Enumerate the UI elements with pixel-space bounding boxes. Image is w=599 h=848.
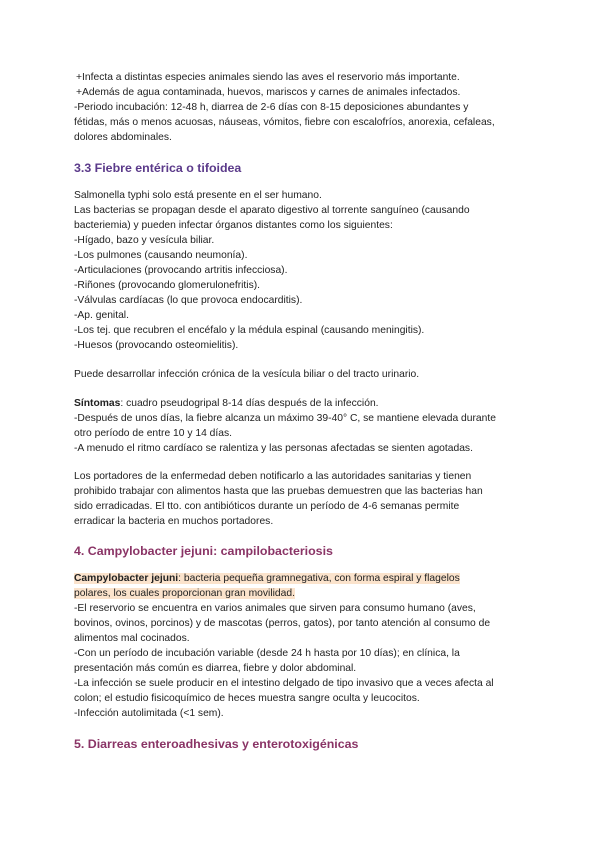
list-item: -Riñones (provocando glomerulonefritis). bbox=[74, 280, 261, 291]
list-item: -Los pulmones (causando neumonía). bbox=[74, 250, 248, 261]
body-line: Puede desarrollar infección crónica de la vesícula biliar o del tracto urinario. bbox=[74, 369, 420, 380]
body-line: colon; el estudio fisicoquímico de heces muestra sangre oculta y leucocitos. bbox=[74, 693, 420, 704]
body-line: -El reservorio se encuentra en varios animales que sirven para consumo humano (aves, bbox=[74, 603, 476, 614]
body-line: Las bacterias se propagan desde el aparato digestivo al torrente sanguíneo (causando bbox=[74, 205, 470, 216]
body-line: prohibido trabajar con alimentos hasta que las pruebas demuestren que las bacterias han bbox=[74, 486, 483, 497]
body-line: -A menudo el ritmo cardíaco se ralentiza y las personas afectadas se sienten agotadas. bbox=[74, 443, 473, 454]
intro-line: +Además de agua contaminada, huevos, mariscos y carnes de animales infectados. bbox=[76, 87, 461, 98]
body-line: presentación más común es diarrea, fiebre y dolor abdominal. bbox=[74, 663, 357, 674]
list-item: -Ap. genital. bbox=[74, 310, 129, 321]
campylobacter-term: Campylobacter jejuni bbox=[74, 573, 179, 584]
list-item: -Huesos (provocando osteomielitis). bbox=[74, 340, 239, 351]
list-item: -Articulaciones (provocando artritis infecciosa). bbox=[74, 265, 288, 276]
body-line: erradicar la bacteria en muchos portadores. bbox=[74, 516, 274, 527]
body-line: otro período de entre 10 y 14 días. bbox=[74, 428, 232, 439]
sintomas-line bbox=[74, 397, 379, 412]
sintomas-label: Síntomas bbox=[74, 398, 121, 409]
list-item: -Los tej. que recubren el encéfalo y la médula espinal (causando meningitis). bbox=[74, 325, 425, 336]
highlighted-text: : bacteria pequeña gramnegativa, con forma espiral y flagelos bbox=[178, 573, 460, 584]
section-heading-fiebre-enterica: 3.3 Fiebre entérica o tifoidea bbox=[74, 161, 242, 175]
list-item: -Hígado, bazo y vesícula biliar. bbox=[74, 235, 215, 246]
intro-line: dolores abdominales. bbox=[74, 132, 172, 143]
body-line: bacteriemia) y pueden infectar órganos distantes como los siguientes: bbox=[74, 220, 393, 231]
body-line: -La infección se suele producir en el intestino delgado de tipo invasivo que a veces afecta al bbox=[74, 678, 494, 689]
body-line: -Después de unos días, la fiebre alcanza un máximo 39-40° C, se mantiene elevada durante bbox=[74, 413, 496, 424]
intro-line: +Infecta a distintas especies animales siendo las aves el reservorio más importante. bbox=[76, 72, 460, 83]
body-line: Los portadores de la enfermedad deben notificarlo a las autoridades sanitarias y tienen bbox=[74, 471, 472, 482]
intro-line: fétidas, más o menos acuosas, náuseas, vómitos, fiebre con escalofríos, anorexia, cefaleas, bbox=[74, 117, 495, 128]
section-heading-campylobacter: 4. Campylobacter jejuni: campilobacteriosis bbox=[74, 544, 333, 558]
highlighted-line bbox=[74, 587, 295, 602]
body-line: -Infección autolimitada (<1 sem). bbox=[74, 708, 224, 719]
sintomas-text: : cuadro pseudogripal 8-14 días después de la infección. bbox=[120, 398, 379, 409]
body-line: bovinos, ovinos, porcinos) y de mascotas (perros, gatos), por tanto atención al consumo de bbox=[74, 618, 491, 629]
list-item: -Válvulas cardíacas (lo que provoca endocarditis). bbox=[74, 295, 303, 306]
intro-line: -Periodo incubación: 12-48 h, diarrea de 2-6 días con 8-15 deposiciones abundantes y bbox=[74, 102, 469, 113]
body-line: Salmonella typhi solo está presente en el ser humano. bbox=[74, 190, 322, 201]
body-line: sido erradicadas. El tto. con antibióticos durante un período de 4-6 semanas permite bbox=[74, 501, 460, 512]
body-line: -Con un período de incubación variable (desde 24 h hasta por 10 días); en clínica, la bbox=[74, 648, 460, 659]
highlighted-text: polares, los cuales proporcionan gran movilidad. bbox=[74, 588, 295, 599]
highlighted-line bbox=[74, 572, 460, 587]
body-line: alimentos mal cocinados. bbox=[74, 633, 190, 644]
section-heading-diarreas: 5. Diarreas enteroadhesivas y enterotoxigénicas bbox=[74, 737, 359, 751]
